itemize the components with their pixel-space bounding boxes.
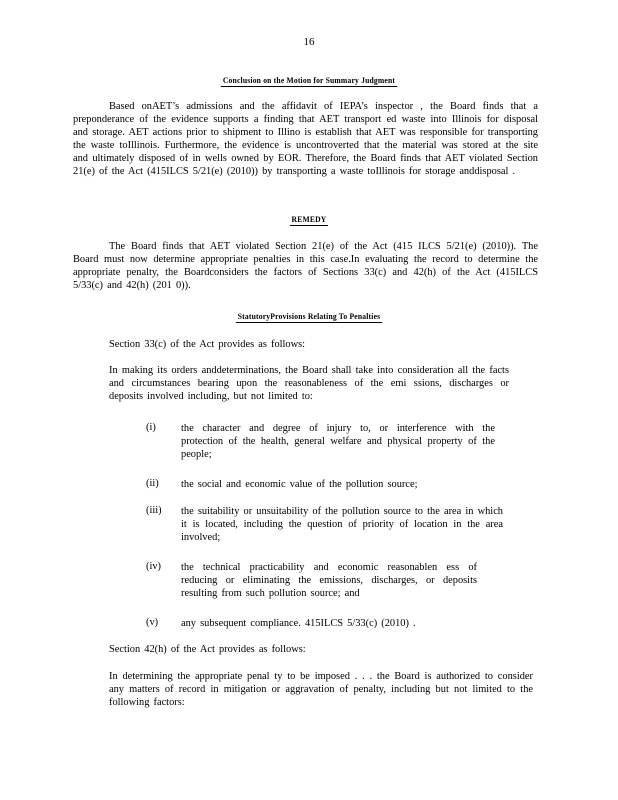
list-item-number: (iv) — [146, 561, 162, 572]
quote-section-42h: In determining the appropriate penal ty to be imposed . . . the Board is authorized to consider any matters of record in mitigation or aggravation of penalty, including but not limited to the following factors: — [109, 671, 533, 708]
heading-conclusion — [15, 76, 602, 85]
heading-conclusion-text: Conclusion on the Motion for Summary Judgment — [222, 76, 396, 85]
list-item-number: (v) — [146, 617, 159, 628]
paragraph-conclusion: Based onAET’s admissions and the affidavit of IEPA’s inspector , the Board finds that a preponderance of the evidence supports a finding that AET transport ed waste into Illinois for disposal and storage. AET actions prior to shipment to Illino is establish that AET was responsible for transporting the waste toIllinois. Furthermore, the evidence is uncontroverted that the material was stored at the site and ultimately disposed of in wells owned by EOR. Therefore, the Board finds that AET violated Section 21(e) of the Act (415ILCS 5/21(e) (2010)) by transporting a waste toIllinois for storage anddisposal . — [73, 101, 538, 177]
paragraph-section-42h-intro: Section 42(h) of the Act provides as follows: — [109, 644, 306, 655]
heading-statutory-provisions-text: StatutoryProvisions Relating To Penalties — [237, 312, 381, 321]
paragraph-section-33c-intro: Section 33(c) of the Act provides as follows: — [109, 339, 306, 350]
list-item-text: the social and economic value of the pollution source; — [181, 479, 418, 490]
paragraph-remedy: The Board finds that AET violated Section 21(e) of the Act (415 ILCS 5/21(e) (2010)). The Board must now determine appropriate penalties in this case.In evaluating the record to determine the appropriate penalty, the Boardconsiders the factors of Sections 33(c) and 42(h) of the Act (415ILCS 5/33(c) and 42(h) (201 0)). — [73, 241, 538, 291]
list-item-text: the suitability or unsuitability of the pollution source to the area in which it is located, including the question of priority of location in the area involved; — [181, 506, 503, 543]
list-item-number: (ii) — [146, 478, 159, 489]
page-number: 16 — [303, 36, 315, 48]
heading-remedy — [15, 215, 602, 224]
list-item-text: any subsequent compliance. 415ILCS 5/33(c) (2010) . — [181, 618, 416, 629]
heading-statutory-provisions — [15, 312, 602, 321]
list-item-number: (i) — [146, 422, 156, 433]
heading-remedy-text: REMEDY — [291, 215, 327, 224]
list-item-text: the character and degree of injury to, or interference with the protection of the health, general welfare and physical property of the people; — [181, 423, 495, 460]
quote-section-33c: In making its orders anddeterminations, the Board shall take into consideration all the facts and circumstances bearing upon the reasonableness of the emi ssions, discharges or deposits involved including, but not limited to: — [109, 365, 509, 402]
list-item-number: (iii) — [146, 505, 162, 516]
list-item-text: the technical practicability and economic reasonablen ess of reducing or eliminating the emissions, discharges, or deposits resulting from such pollution source; and — [181, 562, 477, 599]
